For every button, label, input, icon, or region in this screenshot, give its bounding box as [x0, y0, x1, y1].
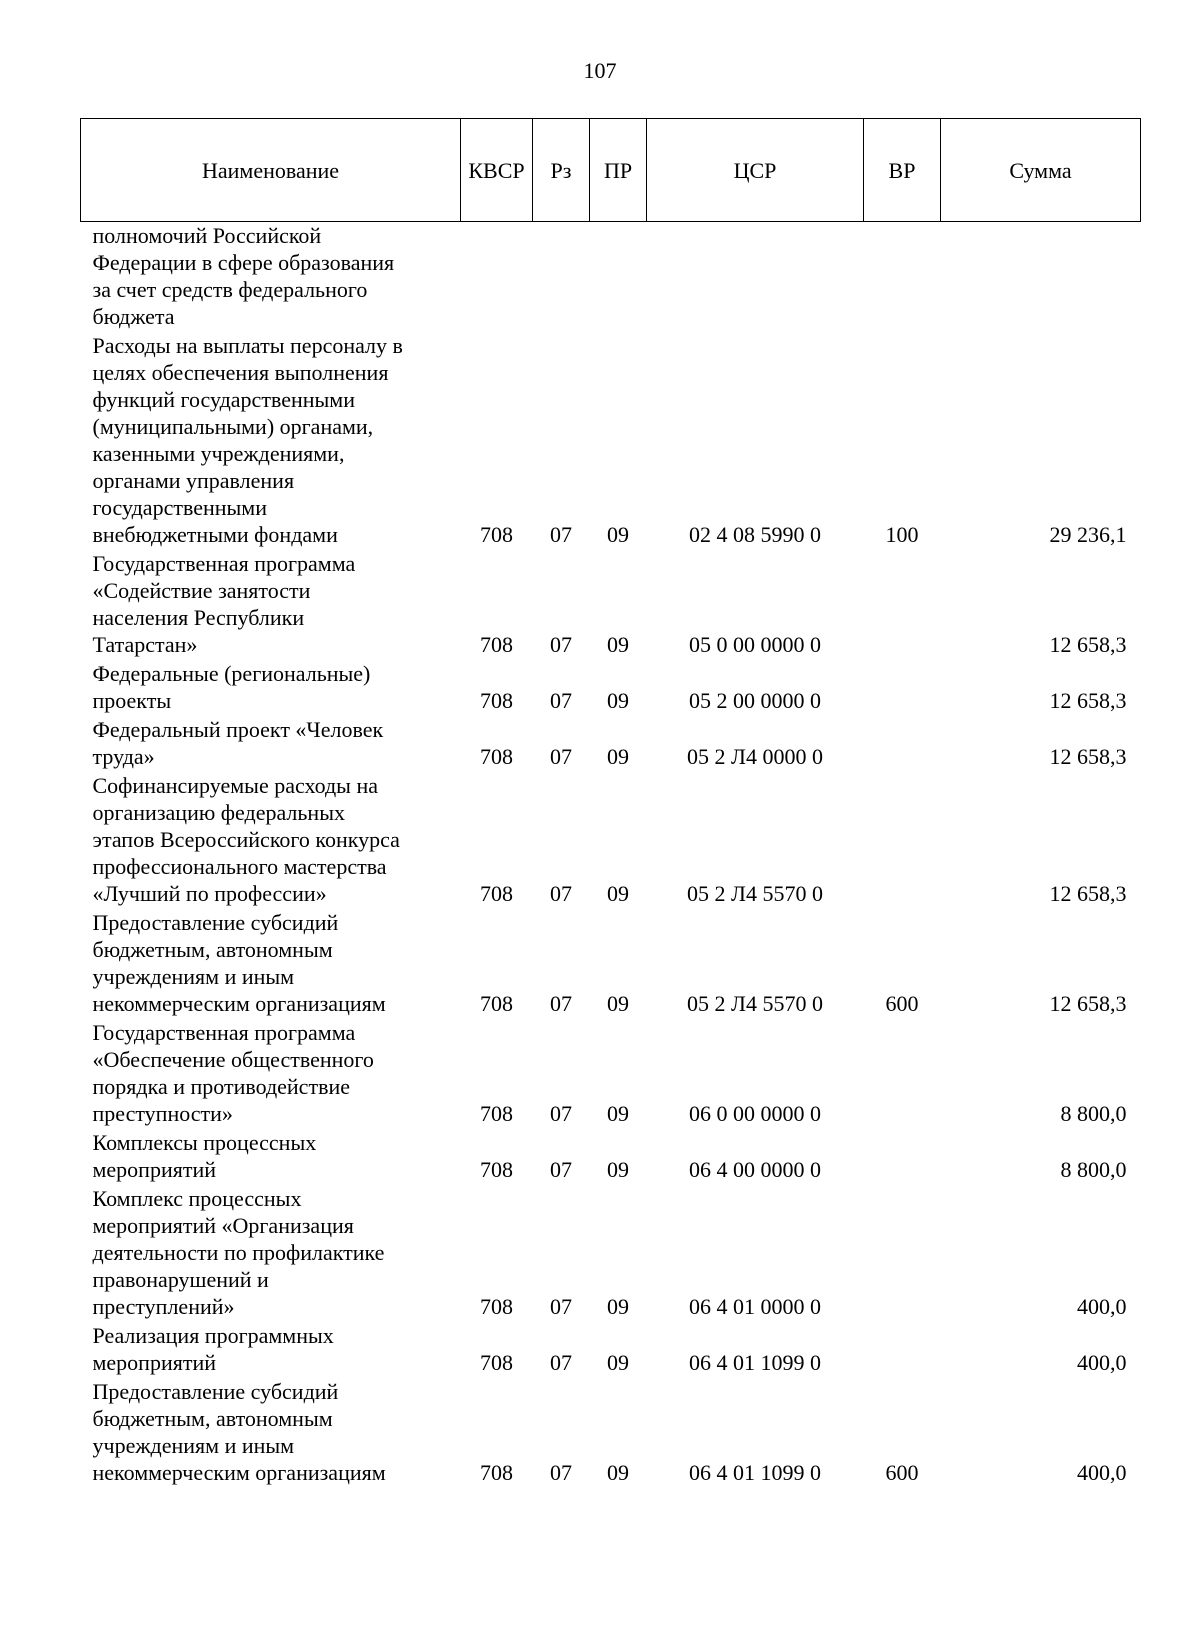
row-vr: [864, 550, 941, 660]
header-csr: ЦСР: [647, 119, 864, 222]
row-name: полномочий Российской Федерации в сфере образования за счет средств федерального бюджета: [92, 223, 395, 329]
table-row: [81, 1378, 1141, 1488]
row-kvsr: 708: [480, 744, 513, 769]
row-csr: 06 0 00 0000 0: [689, 1101, 821, 1126]
row-vr: [864, 1129, 941, 1185]
table-row: [81, 550, 1141, 660]
row-rz: 07: [550, 1350, 572, 1375]
row-sum: 12 658,3: [1049, 991, 1127, 1016]
row-rz: 07: [550, 688, 572, 713]
row-pr: 09: [607, 688, 629, 713]
row-kvsr: 708: [480, 1101, 513, 1126]
table-row: [81, 222, 1141, 333]
row-sum: 12 658,3: [1049, 688, 1127, 713]
row-sum: 8 800,0: [1060, 1157, 1127, 1182]
row-vr: [864, 1019, 941, 1129]
row-rz: 07: [550, 1157, 572, 1182]
row-csr: 05 2 Л4 0000 0: [687, 744, 823, 769]
row-name: Комплексы процессных мероприятий: [92, 1130, 317, 1182]
row-pr: 09: [607, 881, 629, 906]
row-name: Реализация программных мероприятий: [92, 1323, 334, 1375]
row-csr: 05 0 00 0000 0: [689, 632, 821, 657]
row-pr: 09: [607, 522, 629, 547]
row-kvsr: 708: [480, 881, 513, 906]
row-sum: 400,0: [1077, 1350, 1127, 1375]
table-row: [81, 1322, 1141, 1378]
table-row: [81, 660, 1141, 716]
row-kvsr: 708: [480, 522, 513, 547]
row-csr: 02 4 08 5990 0: [689, 522, 821, 547]
row-pr: [590, 222, 647, 333]
row-csr: 06 4 00 0000 0: [689, 1157, 821, 1182]
row-kvsr: 708: [480, 688, 513, 713]
row-vr: 100: [885, 522, 919, 547]
row-sum: 29 236,1: [1049, 522, 1127, 547]
row-name: Государственная программа «Содействие занятости населения Республики Татарстан»: [92, 551, 356, 657]
row-kvsr: [461, 222, 533, 333]
row-name: Федеральный проект «Человек труда»: [92, 717, 384, 769]
row-name: Федеральные (региональные) проекты: [92, 661, 371, 713]
row-sum: 12 658,3: [1049, 881, 1127, 906]
row-sum: 8 800,0: [1060, 1101, 1127, 1126]
row-csr: 05 2 00 0000 0: [689, 688, 821, 713]
row-csr: 06 4 01 1099 0: [689, 1460, 821, 1485]
row-vr: 600: [885, 991, 919, 1016]
row-name: Предоставление субсидий бюджетным, автономным учреждениям и иным некоммерческим организациям: [92, 910, 386, 1016]
row-vr: [864, 716, 941, 772]
row-name: Расходы на выплаты персоналу в целях обеспечения выполнения функций государственными (муниципальными) органами, казенными учреждениями, органами управления государственными внебюджетными фондами: [92, 333, 403, 547]
row-rz: 07: [550, 1460, 572, 1485]
row-name: Софинансируемые расходы на организацию федеральных этапов Всероссийского конкурса профессионального мастерства «Лучший по профессии»: [92, 773, 400, 906]
page-number: 107: [583, 58, 617, 83]
row-pr: 09: [607, 1157, 629, 1182]
table-row: [81, 909, 1141, 1019]
row-csr: 06 4 01 0000 0: [689, 1294, 821, 1319]
row-vr: [864, 660, 941, 716]
row-rz: 07: [550, 522, 572, 547]
row-pr: 09: [607, 1101, 629, 1126]
row-rz: 07: [550, 1294, 572, 1319]
budget-table: [80, 118, 1141, 1488]
row-csr: 05 2 Л4 5570 0: [687, 991, 823, 1016]
row-sum: 400,0: [1077, 1294, 1127, 1319]
row-rz: 07: [550, 881, 572, 906]
table-header-row: [81, 119, 1141, 222]
row-rz: 07: [550, 991, 572, 1016]
row-vr: [864, 1322, 941, 1378]
row-rz: 07: [550, 632, 572, 657]
row-kvsr: 708: [480, 632, 513, 657]
header-sum: Сумма: [941, 119, 1141, 222]
header-pr: ПР: [590, 119, 647, 222]
row-kvsr: 708: [480, 991, 513, 1016]
table-row: [81, 332, 1141, 550]
row-vr: [864, 222, 941, 333]
row-pr: 09: [607, 1460, 629, 1485]
row-vr: [864, 1185, 941, 1322]
row-pr: 09: [607, 1350, 629, 1375]
row-pr: 09: [607, 632, 629, 657]
header-kvsr: КВСР: [461, 119, 533, 222]
row-pr: 09: [607, 744, 629, 769]
row-sum: 12 658,3: [1049, 632, 1127, 657]
table-row: [81, 716, 1141, 772]
row-kvsr: 708: [480, 1294, 513, 1319]
row-csr: 05 2 Л4 5570 0: [687, 881, 823, 906]
row-rz: 07: [550, 744, 572, 769]
row-kvsr: 708: [480, 1157, 513, 1182]
row-kvsr: 708: [480, 1350, 513, 1375]
header-rz: Рз: [533, 119, 590, 222]
row-sum: [941, 222, 1141, 333]
row-vr: 600: [885, 1460, 919, 1485]
row-rz: 07: [550, 1101, 572, 1126]
row-vr: [864, 772, 941, 909]
row-name: Предоставление субсидий бюджетным, автономным учреждениям и иным некоммерческим организациям: [92, 1379, 386, 1485]
row-rz: [533, 222, 590, 333]
row-name: Комплекс процессных мероприятий «Организация деятельности по профилактике правонарушений и преступлений»: [92, 1186, 385, 1319]
table-row: [81, 1129, 1141, 1185]
row-name: Государственная программа «Обеспечение общественного порядка и противодействие преступности»: [92, 1020, 374, 1126]
row-csr: 06 4 01 1099 0: [689, 1350, 821, 1375]
row-kvsr: 708: [480, 1460, 513, 1485]
row-sum: 12 658,3: [1049, 744, 1127, 769]
table-row: [81, 772, 1141, 909]
row-pr: 09: [607, 991, 629, 1016]
header-vr: ВР: [864, 119, 941, 222]
table-row: [81, 1185, 1141, 1322]
table-row: [81, 1019, 1141, 1129]
row-sum: 400,0: [1077, 1460, 1127, 1485]
header-name: Наименование: [81, 119, 461, 222]
row-pr: 09: [607, 1294, 629, 1319]
row-csr: [647, 222, 864, 333]
